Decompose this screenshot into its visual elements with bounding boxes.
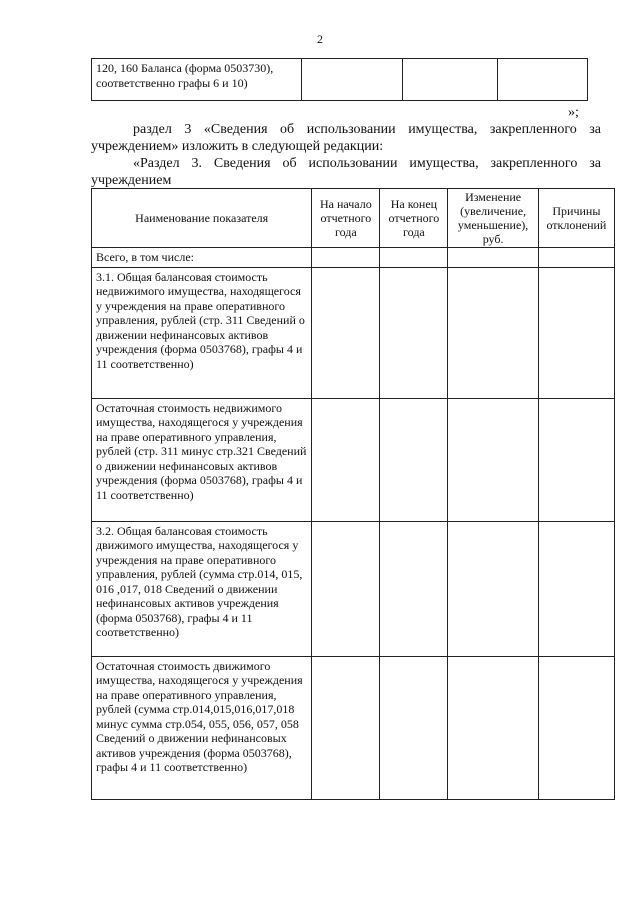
table-cell: [448, 656, 538, 799]
table-cell: [312, 398, 380, 521]
table-cell: [448, 267, 538, 398]
table-row: [92, 248, 615, 268]
table-row: [92, 656, 615, 799]
table-cell: [312, 521, 380, 656]
row-label: Всего, в том числе:: [92, 248, 312, 268]
page-number: 2: [317, 32, 323, 46]
section-title-text: «Раздел 3. Сведения об использовании имущества, закрепленного за учреждением: [91, 156, 601, 188]
table-cell: [380, 521, 448, 656]
instruction-text: раздел 3 «Сведения об использовании имущества, закрепленного за учреждением» изложить в следующей редакции:: [91, 122, 601, 154]
header-change: Изменение (увеличение, уменьшение), руб.: [448, 189, 538, 248]
instruction-paragraph: [91, 121, 601, 155]
closing-quote: »;: [568, 105, 579, 120]
table-cell: [302, 59, 403, 101]
table-cell: [497, 59, 587, 101]
header-reasons: Причины отклонений: [538, 189, 614, 248]
table-cell: [538, 656, 614, 799]
row-label: Остаточная стоимость недвижимого имущества, находящегося у учреждения на праве оперативного управления, рублей (стр. 311 минус стр.321 Сведений о движении нефинансовых активов учреждения (форма 0503768), графы 4 и 11 соответственно): [92, 398, 312, 521]
continued-table: [91, 58, 588, 101]
table-row: [92, 267, 615, 398]
table-cell: [448, 398, 538, 521]
table-cell: [538, 248, 614, 268]
table-cell: [312, 656, 380, 799]
table-cell: [403, 59, 498, 101]
table-cell: [538, 398, 614, 521]
row-label: 3.1. Общая балансовая стоимость недвижимого имущества, находящегося у учреждения на праве оперативного управления, рублей (стр. 311 Сведений о движении нефинансовых активов учреждения (форма 0503768), графы 4 и 11 соответственно): [92, 267, 312, 398]
header-start-of-year: На начало отчетного года: [312, 189, 380, 248]
table-cell: [380, 248, 448, 268]
table-cell: 120, 160 Баланса (форма 0503730), соответственно графы 6 и 10): [92, 59, 302, 101]
table-cell: [538, 267, 614, 398]
table-cell: [448, 521, 538, 656]
table-cell: [448, 248, 538, 268]
table-cell: [312, 267, 380, 398]
header-row: [92, 189, 615, 248]
table-cell: [380, 656, 448, 799]
header-end-of-year: На конец отчетного года: [380, 189, 448, 248]
row-label: 3.2. Общая балансовая стоимость движимого имущества, находящегося у учреждения на праве оперативного управления, рублей (сумма стр.014, 015, 016 ,017, 018 Сведений о движении нефинансовых активов учреждения (форма 0503768), графы 4 и 11 соответственно): [92, 521, 312, 656]
table-cell: [380, 398, 448, 521]
header-indicator-name: Наименование показателя: [92, 189, 312, 248]
table-cell: [538, 521, 614, 656]
row-label: Остаточная стоимость движимого имущества, находящегося у учреждения на праве оперативного управления, рублей (сумма стр.014,015,016,017,018 минус сумма стр.054, 055, 056, 057, 058 Сведений о движении нефинансовых активов учреждения (форма 0503768), графы 4 и 11 соответственно): [92, 656, 312, 799]
table-row: [92, 59, 588, 101]
table-cell: [380, 267, 448, 398]
section-title-paragraph: [91, 155, 601, 189]
table-cell: [312, 248, 380, 268]
property-usage-table: [91, 188, 615, 800]
table-row: [92, 398, 615, 521]
table-row: [92, 521, 615, 656]
